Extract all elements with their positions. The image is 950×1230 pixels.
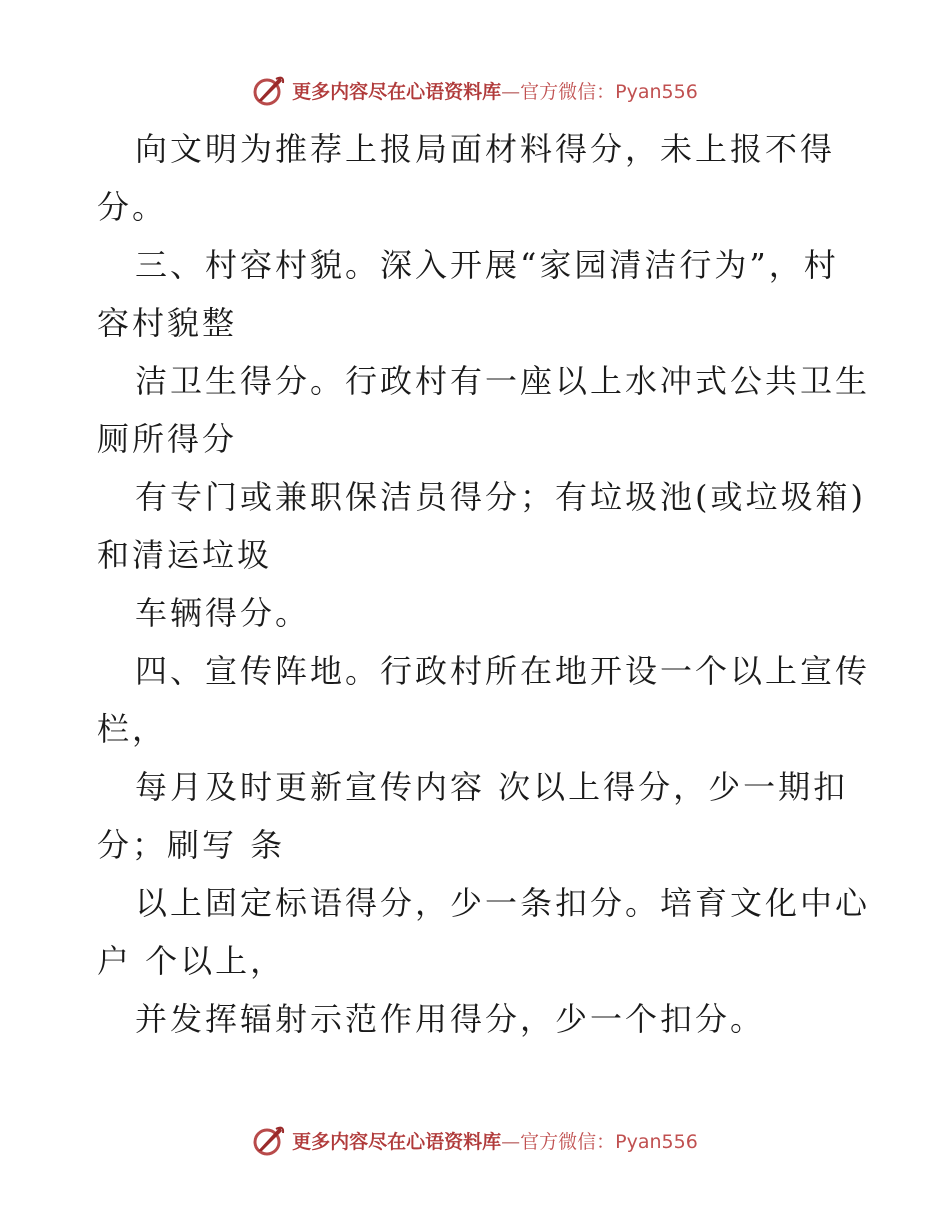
text-line: 四、宣传阵地。行政村所在地开设一个以上宣传	[135, 652, 871, 690]
text-line: 洁卫生得分。行政村有一座以上水冲式公共卫生	[135, 362, 871, 400]
text-line: 分。	[97, 188, 168, 226]
text-line: 车辆得分。	[135, 594, 311, 632]
text-line: 以上固定标语得分，少一条扣分。培育文化中心	[135, 884, 871, 922]
text-line: 有专门或兼职保洁员得分；有垃圾池(或垃圾箱)	[135, 478, 866, 516]
text-line: 每月及时更新宣传内容 次以上得分，少一期扣	[135, 768, 849, 806]
document-body	[97, 120, 871, 1048]
text-line: 厕所得分	[97, 420, 238, 458]
text-line: 和清运垃圾	[97, 536, 273, 574]
watermark-text	[292, 77, 698, 104]
quill-logo-icon	[252, 1123, 286, 1157]
quill-logo-icon	[252, 73, 286, 107]
watermark-dash: —	[501, 1130, 521, 1153]
watermark-suffix: 官方微信：Pyan556	[520, 1130, 698, 1153]
watermark-suffix: 官方微信：Pyan556	[520, 80, 698, 103]
header-watermark	[0, 70, 950, 110]
text-line: 三、村容村貌。深入开展“家园清洁行为”，村	[135, 246, 839, 284]
watermark-text	[292, 1127, 698, 1154]
text-line: 向文明为推荐上报局面材料得分，未上报不得	[135, 130, 836, 168]
text-line: 栏，	[97, 710, 168, 748]
text-line: 并发挥辐射示范作用得分，少一个扣分。	[135, 1000, 766, 1038]
footer-watermark	[0, 1120, 950, 1160]
text-line: 户 个以上，	[97, 942, 286, 980]
watermark-dash: —	[501, 80, 521, 103]
text-line: 分；刷写 条	[97, 826, 286, 864]
watermark-brand: 更多内容尽在心语资料库	[292, 1130, 502, 1153]
text-line: 容村貌整	[97, 304, 238, 342]
watermark-brand: 更多内容尽在心语资料库	[292, 80, 502, 103]
